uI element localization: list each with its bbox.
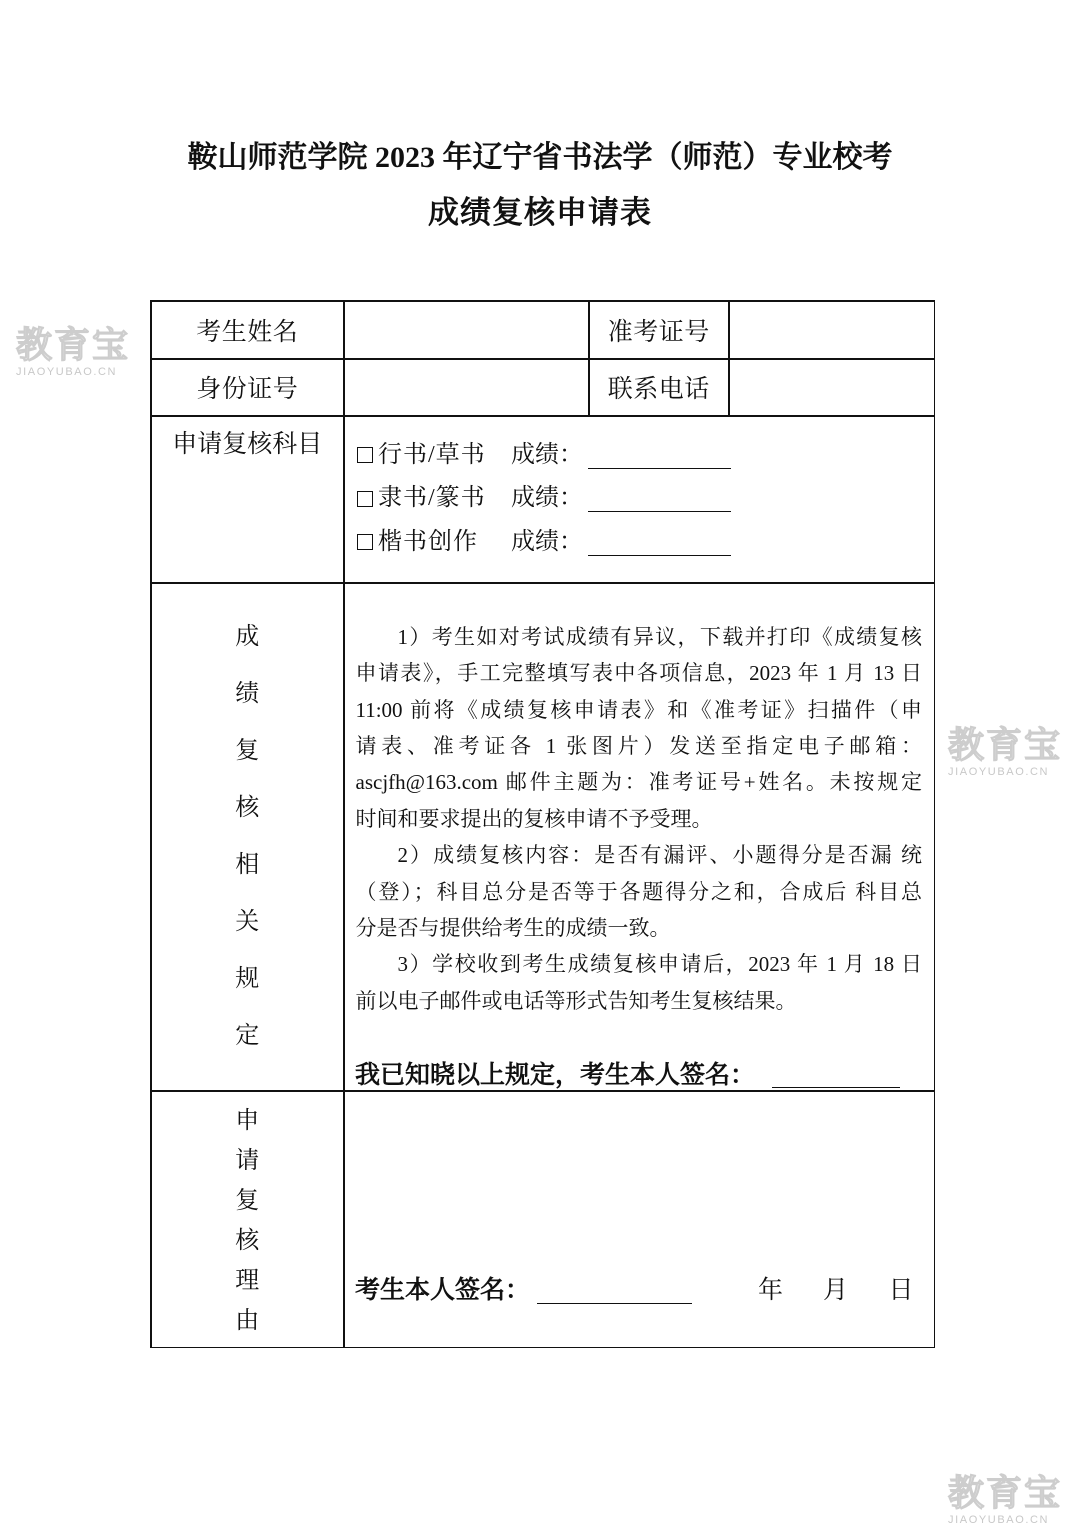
subject-name: 楷书创作 <box>378 528 478 555</box>
reason-label-cell <box>152 1092 344 1347</box>
rule-line: 前以电子邮件或电话等形式告知考生复核结果。 <box>355 988 797 1013</box>
rule-line: ascjfh@163.com 邮件主题为：准考证号+姓名。未按规定 <box>355 770 922 795</box>
subject-option-list <box>345 434 934 565</box>
rule-paragraph <box>356 619 923 837</box>
rule-line: 时间和要求提出的复核申请不予受理。 <box>355 806 713 831</box>
watermark-logo-text: 教育宝 <box>16 324 131 365</box>
admission-number-field <box>730 302 934 359</box>
score-label: 成绩： <box>511 485 583 511</box>
date-day-label: 日 <box>888 1276 914 1304</box>
checkbox-icon <box>357 491 373 507</box>
rule-line: （登）；科目总分是否等于各题得分之和，合成后 科目总 <box>355 879 922 904</box>
watermark <box>948 1472 1063 1526</box>
reason-field <box>345 1092 934 1347</box>
score-blank-line <box>588 487 731 512</box>
subject-name: 隶书/篆书 <box>378 485 486 511</box>
watermark-domain: JIAOYUBAO.CN <box>948 1514 1050 1526</box>
rule-paragraph <box>356 946 923 1019</box>
rule-line: 2）成绩复核内容：是否有漏评、小题得分是否漏 统 <box>397 843 922 868</box>
rule-paragraph <box>356 837 923 946</box>
rule-line: 申请表》，手工完整填写表中各项信息，2023 年 1 月 13 日 <box>355 661 922 686</box>
id-number-label: 身份证号 <box>152 360 344 416</box>
date-year-label: 年 <box>758 1276 784 1304</box>
phone-label: 联系电话 <box>590 360 729 416</box>
watermark-logo-text: 教育宝 <box>948 724 1063 765</box>
application-form-table <box>150 300 935 1348</box>
rule-line: 3）学校收到考生成绩复核申请后，2023 年 1 月 18 日 <box>397 952 922 977</box>
admission-number-label: 准考证号 <box>590 302 729 359</box>
score-blank-line <box>588 531 731 556</box>
reason-label: 申请复核理由 <box>235 1108 260 1334</box>
form-title-line-1: 鞍山师范学院 2023 年辽宁省书法学（师范）专业校考 <box>187 141 893 174</box>
form-title-line-2: 成绩复核申请表 <box>428 195 652 230</box>
checkbox-icon <box>357 447 373 463</box>
candidate-name-field <box>345 302 589 359</box>
score-label: 成绩： <box>511 441 583 468</box>
date-month-label: 月 <box>823 1276 849 1304</box>
watermark-domain: JIAOYUBAO.CN <box>16 366 118 378</box>
rule-line: 请表、准考证各 1 张图片）发送至指定电子邮箱： <box>355 734 922 759</box>
watermark <box>948 724 1063 778</box>
phone-field <box>730 360 934 416</box>
checkbox-icon <box>357 534 373 550</box>
watermark <box>16 324 131 378</box>
score-label: 成绩： <box>511 528 583 555</box>
signature-line <box>537 1279 692 1304</box>
candidate-name-label: 考生姓名 <box>152 302 344 359</box>
subject-option <box>345 434 934 478</box>
subject-option <box>345 477 934 521</box>
subjects-label: 申请复核科目 <box>152 417 344 583</box>
subject-name: 行书/草书 <box>378 441 486 468</box>
id-number-field <box>345 360 589 416</box>
watermark-logo-text: 教育宝 <box>948 1472 1063 1513</box>
rule-line: 11:00 前将《成绩复核申请表》和《准考证》扫描件（申 <box>355 697 922 722</box>
rules-cell <box>345 584 934 1091</box>
rules-text <box>356 619 923 1019</box>
subjects-options <box>345 417 934 583</box>
rules-label: 成绩复核相关规定 <box>235 623 260 1049</box>
rule-line: 分是否与提供给考生的成绩一致。 <box>355 916 671 941</box>
subject-option <box>345 521 934 565</box>
score-blank-line <box>588 444 731 469</box>
signature-label: 考生本人签名： <box>355 1276 531 1304</box>
watermark-domain: JIAOYUBAO.CN <box>948 766 1050 778</box>
rules-label-cell <box>152 584 344 1091</box>
acknowledgement-text: 我已知晓以上规定，考生本人签名： <box>355 1061 756 1089</box>
acknowledgement-signature-line <box>772 1063 900 1088</box>
rule-line: 1）考生如对考试成绩有异议，下载并打印《成绩复核 <box>397 624 922 649</box>
